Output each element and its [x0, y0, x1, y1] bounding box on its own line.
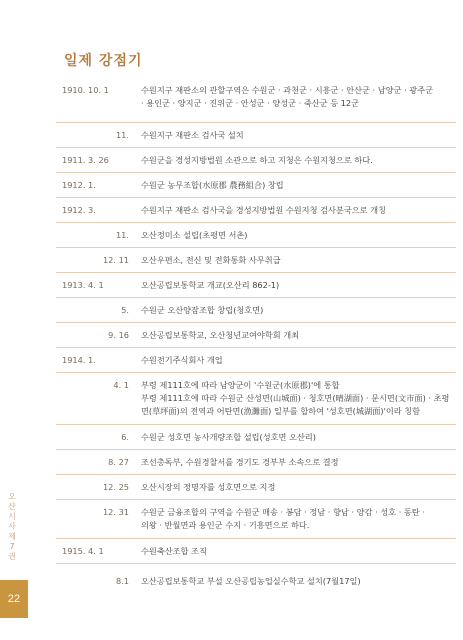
row-line: 수원축산조합 조직 [141, 546, 207, 556]
row-text [141, 173, 456, 192]
chronology-row [56, 347, 456, 373]
chronology-row [56, 122, 456, 148]
chronology-row [56, 563, 456, 604]
row-text [141, 475, 456, 494]
row-date: 1914. 1. [62, 355, 96, 365]
page-title: 일제 강점기 [64, 53, 143, 69]
row-date: 1911. 3. 26 [62, 155, 109, 165]
chronology-row [56, 147, 456, 173]
chronology-row [56, 449, 456, 475]
row-line: 수원군 오산양잠조합 창립(청호면) [141, 305, 264, 315]
row-line: 수원군을 경성지방법원 소관으로 하고 지청은 수원지청으로 하다. [141, 155, 373, 165]
row-text [141, 539, 456, 558]
chronology-row [56, 474, 456, 500]
book-volume-label: 오산시사 제7권 [8, 492, 16, 561]
row-date: 1912. 1. [62, 180, 96, 190]
row-date: 1912. 3. [62, 205, 96, 215]
row-line: 수원지구 재판소의 관할구역은 수원군 · 과천군 · 시흥군 · 안산군 · 남양군 · 광주군 [141, 85, 434, 95]
row-line: 수원지구 재판소 검사국 설치 [141, 130, 244, 140]
row-text [141, 82, 456, 110]
row-text [141, 273, 456, 292]
row-line: 오산시장의 정명자를 성호면으로 지정 [141, 482, 276, 492]
row-date: 12. 25 [102, 482, 129, 492]
row-text [141, 348, 456, 367]
row-text [141, 450, 456, 469]
row-text [141, 564, 456, 588]
row-line: 오산공립보통학교 부설 오산공립농업실수학교 설치(7월17일) [141, 576, 361, 586]
chronology-row [56, 297, 456, 323]
page-number: 22 [0, 580, 28, 618]
chronology-row [56, 247, 456, 273]
row-line: 부령 제111호에 따라 수원군 산성면(山城面) · 청호면(晴湖面) · 문시면(文市面) · 초평 [141, 393, 450, 403]
row-line: 수원지구 재판소 검사국을 경성지방법원 수원지청 검사분국으로 개칭 [141, 205, 386, 215]
chronology-row [56, 172, 456, 198]
row-text [141, 198, 456, 217]
row-text [141, 500, 456, 532]
row-text [141, 148, 456, 167]
row-date: 12. 31 [102, 507, 129, 517]
row-date: 1910. 10. 1 [62, 85, 109, 95]
row-line: 수원전기주식회사 개업 [141, 355, 223, 365]
row-date: 8. 27 [108, 457, 129, 467]
row-line: 의왕 · 반월면과 용인군 수지 · 기흥면으로 하다. [141, 520, 310, 530]
row-date: 12. 11 [102, 255, 129, 265]
row-line: 오산정미소 설립(초평면 서촌) [141, 230, 248, 240]
row-line: 수원군 농무조합(水原郡 農務組合) 창립 [141, 180, 284, 190]
row-text [141, 298, 456, 317]
row-date: 1913. 4. 1 [62, 280, 104, 290]
row-date: 5. [121, 305, 129, 315]
row-line: 부령 제111호에 따라 남양군이 '수원군(水原郡)'에 통합 [141, 380, 340, 390]
chronology-row [56, 372, 456, 425]
row-date: 11. [115, 230, 129, 240]
row-date: 11. [115, 130, 129, 140]
row-date: 4. 1 [113, 380, 129, 390]
row-text [141, 248, 456, 267]
row-date: 6. [121, 432, 129, 442]
row-line: 수원군 금융조합의 구역을 수원군 매송 · 봉담 · 정남 · 향남 · 양감 · 성호 · 동탄 · [141, 507, 425, 517]
row-line: 수원군 성호면 농사개량조합 설립(성호면 오산리) [141, 432, 316, 442]
row-date: 1915. 4. 1 [62, 546, 104, 556]
row-line: 오산우편소, 전신 및 전화통화 사무취급 [141, 255, 281, 265]
row-line: 면(草坪面)의 전역과 어탄면(漁灘面) 일부를 합하여 '성호면(城湖面)'이라 칭함 [141, 406, 421, 416]
chronology-row [56, 322, 456, 348]
row-text [141, 425, 456, 444]
chronology-row [56, 499, 456, 539]
row-line: 오산공립보통학교 개교(오산리 862-1) [141, 280, 280, 290]
chronology-row [56, 272, 456, 298]
row-line: 조선총독부, 수원경찰서를 경기도 경부부 소속으로 결정 [141, 457, 339, 467]
row-line: · 용인군 · 양지군 · 진위군 · 안성군 · 양성군 · 죽산군 등 12군 [141, 98, 360, 108]
row-text [141, 223, 456, 242]
chronology-row [56, 538, 456, 564]
row-line: 오산공립보통학교, 오산청년교여야학회 개최 [141, 330, 300, 340]
row-text [141, 323, 456, 342]
row-text [141, 373, 456, 418]
row-text [141, 123, 456, 142]
row-date: 8.1 [115, 576, 129, 586]
row-date: 9. 16 [108, 330, 129, 340]
chronology-row [56, 82, 456, 122]
chronology-row [56, 222, 456, 248]
chronology-row [56, 197, 456, 223]
chronology-row [56, 424, 456, 450]
